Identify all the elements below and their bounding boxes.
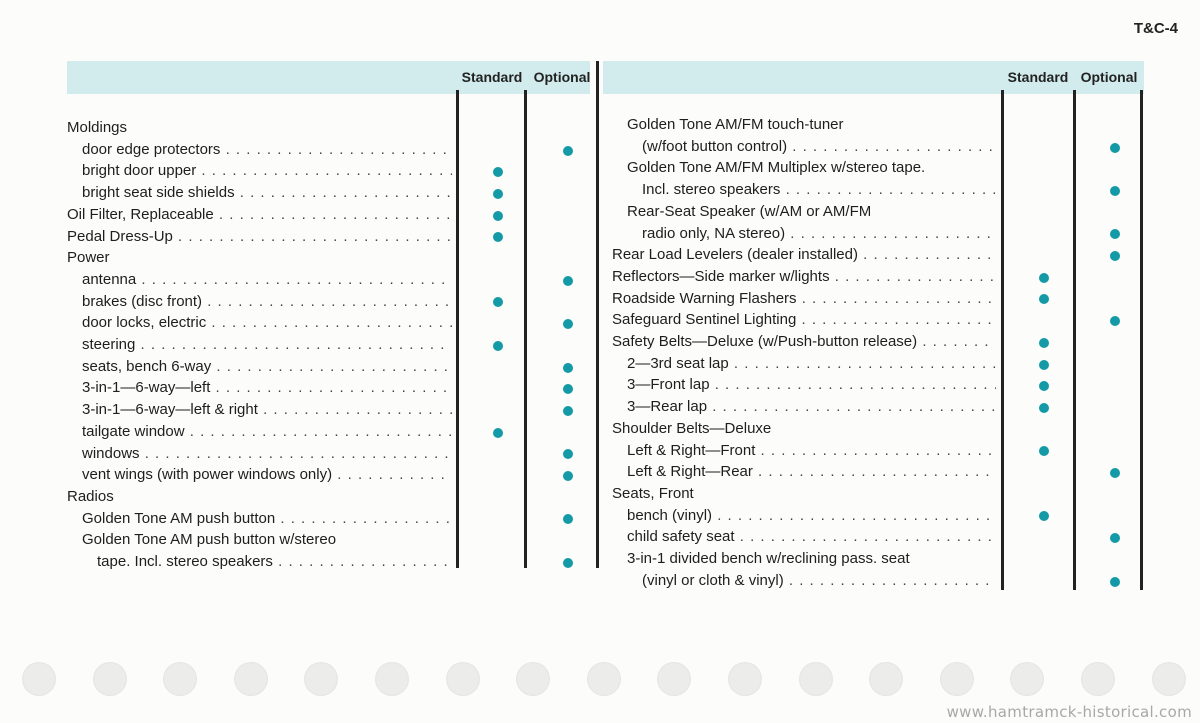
option-label: brakes (disc front) . . . xyxy=(82,291,452,313)
option-label: Moldings xyxy=(67,119,128,136)
option-row xyxy=(82,464,452,486)
right-standard-header: Standard xyxy=(1007,69,1069,85)
right-edge-rule xyxy=(1140,90,1143,590)
page-code: T&C-4 xyxy=(1133,20,1178,37)
option-row xyxy=(82,377,452,399)
option-label: tape. Incl. stereo speakers . . . xyxy=(97,551,452,573)
option-label: steering . . . xyxy=(82,334,452,356)
optional-dot xyxy=(1110,468,1120,478)
option-row xyxy=(82,356,452,378)
optional-dot xyxy=(563,363,573,373)
option-label: Reflectors—Side marker w/lights . . . xyxy=(612,266,996,288)
option-row xyxy=(82,529,452,551)
punch-hole xyxy=(304,662,338,696)
option-label: door locks, electric . . . xyxy=(82,312,452,334)
option-row xyxy=(612,244,996,266)
option-row xyxy=(82,312,452,334)
option-label: radio only, NA stereo) . . . xyxy=(642,223,996,245)
optional-dot xyxy=(563,146,573,156)
option-label: Safeguard Sentinel Lighting . . . xyxy=(612,309,996,331)
option-row xyxy=(82,443,452,465)
option-label: 3—Front lap . . . xyxy=(627,374,996,396)
punch-hole xyxy=(1010,662,1044,696)
optional-dot xyxy=(563,449,573,459)
option-label: 2—3rd seat lap . . . xyxy=(627,353,996,375)
optional-dot xyxy=(563,514,573,524)
option-row xyxy=(82,508,452,530)
standard-dot xyxy=(493,189,503,199)
right-optional-header: Optional xyxy=(1080,69,1138,85)
option-label: bright seat side shields . . . xyxy=(82,182,452,204)
option-row xyxy=(82,399,452,421)
punch-hole xyxy=(516,662,550,696)
option-row xyxy=(627,440,996,462)
option-label: Rear Load Levelers (dealer installed) . . . xyxy=(612,244,996,266)
option-label: vent wings (with power windows only) . . . xyxy=(82,464,452,486)
left-optional-rule xyxy=(524,90,527,568)
standard-dot xyxy=(493,341,503,351)
option-label: bright door upper . . . xyxy=(82,160,452,182)
option-row xyxy=(82,269,452,291)
punch-hole xyxy=(940,662,974,696)
optional-dot xyxy=(563,276,573,286)
optional-dot xyxy=(1110,143,1120,153)
punch-hole xyxy=(657,662,691,696)
watermark: www.hamtramck-historical.com xyxy=(946,703,1192,721)
option-label: 3-in-1—6-way—left . . . xyxy=(82,377,452,399)
option-row xyxy=(627,461,996,483)
standard-dot xyxy=(493,428,503,438)
optional-dot xyxy=(563,558,573,568)
punch-hole xyxy=(234,662,268,696)
punch-hole xyxy=(22,662,56,696)
option-row xyxy=(67,247,452,269)
punch-hole xyxy=(1081,662,1115,696)
optional-dot xyxy=(563,406,573,416)
punch-hole xyxy=(375,662,409,696)
optional-dot xyxy=(1110,577,1120,587)
option-row xyxy=(642,136,996,158)
standard-dot xyxy=(1039,294,1049,304)
option-row xyxy=(627,353,996,375)
option-label: (w/foot button control) . . . xyxy=(642,136,996,158)
option-label: door edge protectors . . . xyxy=(82,139,452,161)
option-label: Golden Tone AM/FM touch-tuner xyxy=(627,116,844,133)
optional-dot xyxy=(1110,251,1120,261)
option-row xyxy=(67,204,452,226)
optional-dot xyxy=(1110,533,1120,543)
standard-dot xyxy=(1039,360,1049,370)
option-label: 3-in-1—6-way—left & right . . . xyxy=(82,399,452,421)
option-row xyxy=(612,483,996,505)
option-label: 3—Rear lap . . . xyxy=(627,396,996,418)
option-row xyxy=(612,309,996,331)
option-row xyxy=(82,421,452,443)
standard-dot xyxy=(1039,511,1049,521)
option-row xyxy=(627,548,996,570)
punch-hole xyxy=(1152,662,1186,696)
standard-dot xyxy=(493,167,503,177)
punch-hole xyxy=(93,662,127,696)
standard-dot xyxy=(1039,446,1049,456)
option-row xyxy=(627,114,996,136)
optional-dot xyxy=(1110,229,1120,239)
option-label: Safety Belts—Deluxe (w/Push-button release) . . . xyxy=(612,331,996,353)
option-row xyxy=(627,374,996,396)
standard-dot xyxy=(1039,273,1049,283)
option-row xyxy=(627,157,996,179)
option-label: Pedal Dress-Up . . . xyxy=(67,226,452,248)
option-label: bench (vinyl) . . . xyxy=(627,505,996,527)
option-label: Shoulder Belts—Deluxe xyxy=(612,419,772,437)
right-optional-rule xyxy=(1073,90,1076,590)
option-label: Golden Tone AM push button . . . xyxy=(82,508,452,530)
option-row xyxy=(627,396,996,418)
option-row xyxy=(67,486,452,508)
option-row xyxy=(612,418,996,440)
optional-dot xyxy=(563,384,573,394)
left-standard-header: Standard xyxy=(461,69,523,85)
option-label: Left & Right—Front . . . xyxy=(627,440,996,462)
option-row xyxy=(612,266,996,288)
left-standard-rule xyxy=(456,90,459,568)
option-label: Oil Filter, Replaceable . . . xyxy=(67,204,452,226)
option-row xyxy=(82,139,452,161)
option-row xyxy=(67,226,452,248)
option-label: Golden Tone AM/FM Multiplex w/stereo tape. xyxy=(627,159,926,177)
option-label: Rear-Seat Speaker (w/AM or AM/FM xyxy=(627,202,872,220)
optional-dot xyxy=(563,471,573,481)
option-row xyxy=(612,331,996,353)
center-rule xyxy=(596,61,599,568)
option-row xyxy=(627,505,996,527)
punch-hole xyxy=(587,662,621,696)
option-row xyxy=(82,160,452,182)
option-label: Left & Right—Rear . . . xyxy=(627,461,996,483)
right-standard-rule xyxy=(1001,90,1004,590)
option-row xyxy=(627,201,996,223)
option-label: seats, bench 6-way . . . xyxy=(82,356,452,378)
punch-hole xyxy=(446,662,480,696)
punch-hole xyxy=(799,662,833,696)
standard-dot xyxy=(493,232,503,242)
left-optional-header: Optional xyxy=(533,69,591,85)
optional-dot xyxy=(563,319,573,329)
option-row xyxy=(642,179,996,201)
option-row xyxy=(82,334,452,356)
option-label: (vinyl or cloth & vinyl) . . . xyxy=(642,570,996,592)
option-row xyxy=(642,570,996,592)
option-label: Seats, Front xyxy=(612,484,694,502)
option-label: Power xyxy=(67,249,110,267)
option-row xyxy=(67,117,452,139)
option-row xyxy=(82,291,452,313)
optional-dot xyxy=(1110,186,1120,196)
standard-dot xyxy=(1039,381,1049,391)
option-label: Golden Tone AM push button w/stereo xyxy=(82,531,337,549)
standard-dot xyxy=(493,297,503,307)
option-row xyxy=(97,551,452,573)
option-label: Roadside Warning Flashers . . . xyxy=(612,288,996,310)
option-label: 3-in-1 divided bench w/reclining pass. seat xyxy=(627,550,910,567)
standard-dot xyxy=(493,211,503,221)
standard-dot xyxy=(1039,338,1049,348)
optional-dot xyxy=(1110,316,1120,326)
punch-hole xyxy=(728,662,762,696)
option-row xyxy=(82,182,452,204)
option-label: Incl. stereo speakers . . . xyxy=(642,179,996,201)
punch-hole xyxy=(163,662,197,696)
option-label: tailgate window . . . xyxy=(82,421,452,443)
option-row xyxy=(642,223,996,245)
punch-hole xyxy=(869,662,903,696)
option-row xyxy=(627,526,996,548)
option-label: Radios xyxy=(67,487,114,505)
standard-dot xyxy=(1039,403,1049,413)
option-label: child safety seat . . . xyxy=(627,526,996,548)
option-label: windows . . . xyxy=(82,443,452,465)
option-row xyxy=(612,288,996,310)
option-label: antenna . . . xyxy=(82,269,452,291)
